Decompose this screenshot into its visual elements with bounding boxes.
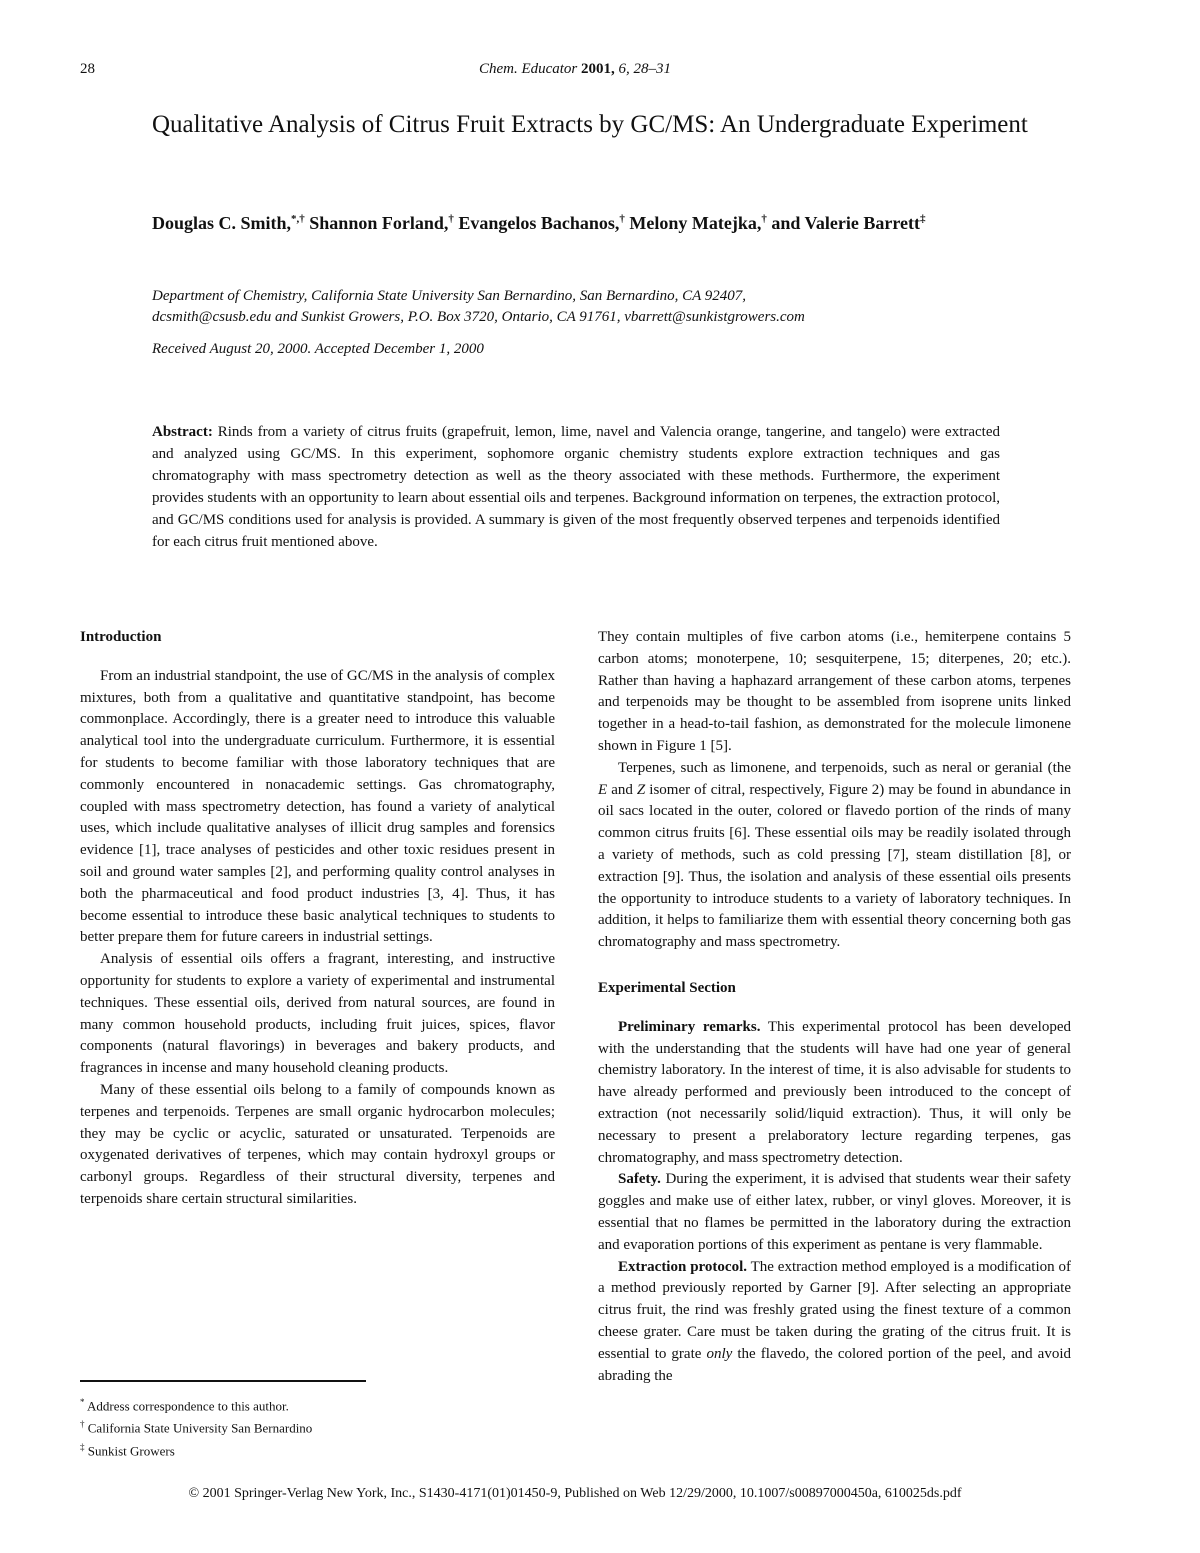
affiliation <box>152 286 1032 328</box>
journal-year: 2001, <box>581 61 615 77</box>
subheading: Safety. <box>618 1171 661 1188</box>
author-mark: † <box>448 213 454 225</box>
author-mark: † <box>761 213 767 225</box>
text-run: the flavedo, the colored portion of the peel, and avoid abrading the <box>598 1345 1071 1384</box>
abstract <box>152 421 1000 553</box>
body-paragraph <box>598 1257 1071 1388</box>
right-column <box>598 627 1071 1387</box>
body-paragraph: From an industrial standpoint, the use of GC/MS in the analysis of complex mixtures, both from a qualitative and quantitative standpoint, has become commonplace. Accordingly, there is a greater need to introduce this valuable analytical tool into the undergraduate curriculum. Furthermore, it is essential for students to become familiar with those laboratory techniques that are commonly encountered in nonacademic settings. Gas chromatography, coupled with mass spectrometry detection, has found a variety of analytical uses, which include qualitative analyses of illicit drug samples and forensics evidence [1], trace analyses of pesticides and other toxic residues present in soil and ground water samples [2], and performing quality control analyses in both the pharmaceutical and food product industries [3, 4]. Thus, it has become essential to introduce these basic analytical techniques to students to better prepare them for future careers in industrial settings. <box>80 667 555 946</box>
copyright-footer: © 2001 Springer-Verlag New York, Inc., S1430-4171(01)01450-9, Published on Web 12/29/2000, 10.1007/s00897000450a, 610025ds.pdf <box>188 1486 962 1501</box>
text-run: The extraction method employed is a modification of a method previously reported by Garner [9]. After selecting an appropriate citrus fruit, the rind was freshly grated using the finest texture of a common cheese grater. Care must be taken during the grating of the citrus fruit. It is essential to grate <box>598 1258 1071 1362</box>
footnote-mark: * <box>80 1397 85 1407</box>
abstract-label: Abstract: <box>152 424 213 440</box>
text-run: isomer of citral, respectively, Figure 2) may be found in abundance in oil sacs located in the outer, colored or flavedo portion of the rinds of many common citrus fruits [6]. These essential oils may be readily isolated through a variety of methods, such as cold pressing [7], steam distillation [8], or extraction [9]. Thus, the isolation and analysis of these essential oils presents the opportunity to introduce students to a variety of laboratory techniques. In addition, it helps to familiarize them with essential theory concerning both gas chromatography and mass spectrometry. <box>598 781 1071 951</box>
author-name: and Valerie Barrett <box>771 213 921 233</box>
author-list <box>152 207 1032 236</box>
paper-title: Qualitative Analysis of Citrus Fruit Extracts by GC/MS: An Undergraduate Experiment <box>152 111 1028 138</box>
footnotes <box>80 1393 550 1460</box>
text-run: and <box>607 781 637 798</box>
author-mark: *,† <box>291 213 305 225</box>
footnote <box>80 1393 550 1415</box>
text-run: During the experiment, it is advised that students wear their safety goggles and make use of either latex, rubber, or vinyl gloves. Moreover, it is essential that no flames be permitted in the laboratory during the extraction and evaporation portions of this experiment as pentane is very flammable. <box>598 1171 1071 1253</box>
section-heading-introduction: Introduction <box>80 629 162 645</box>
text-italic: only <box>706 1345 733 1362</box>
author-name: Shannon Forland, <box>309 213 449 233</box>
abstract-text: Rinds from a variety of citrus fruits (grapefruit, lemon, lime, navel and Valencia orange, tangerine, and tangelo) were extracted and analyzed using GC/MS. In this experiment, sophomore organic chemistry students explore extraction techniques and gas chromatography with mass spectrometry detection as well as the theory associated with these methods. Furthermore, the experiment provides students with an opportunity to learn about essential oils and terpenes. Background information on terpenes, the extraction protocol, and GC/MS conditions used for analysis is provided. A summary is given of the most frequently observed terpenes and terpenoids identified for each citrus fruit mentioned above. <box>152 424 1001 550</box>
left-column <box>80 627 555 1211</box>
affiliation-line: Department of Chemistry, California State University San Bernardino, San Bernardino, CA 92407, <box>152 288 747 304</box>
journal-name: Chem. Educator <box>478 61 578 77</box>
footnote-divider <box>80 1380 366 1382</box>
received-dates: Received August 20, 2000. Accepted December 1, 2000 <box>152 341 484 357</box>
body-paragraph: Analysis of essential oils offers a fragrant, interesting, and instructive opportunity for students to explore a variety of experimental and instrumental techniques. These essential oils, derived from natural sources, are found in many common household products, including fruit juices, spices, flavor components (natural flavorings) in beverages and bakery products, and fragrances in incense and many household cleaning products. <box>80 951 555 1077</box>
footnote-text: California State University San Bernardino <box>87 1420 313 1436</box>
page-number: 28 <box>80 61 95 77</box>
body-paragraph: They contain multiples of five carbon atoms (i.e., hemiterpene contains 5 carbon atoms; monoterpene, 10; sesquiterpene, 15; diterpenes, 20; etc.). Rather than having a haphazard arrangement of these carbon atoms, terpenes and terpenoids may be thought to be assembled from isoprene units linked together in a head-to-tail fashion, as demonstrated for the molecule limonene shown in Figure 1 [5]. <box>598 629 1071 754</box>
author-name: Evangelos Bachanos, <box>458 213 620 233</box>
body-paragraph: Many of these essential oils belong to a family of compounds known as terpenes and terpenoids. Terpenes are small organic hydrocarbon molecules; they may be cyclic or acyclic, saturated or unsaturated. Terpenoids are oxygenated derivatives of terpenes, which may contain hydroxyl groups or carbonyl groups. Regardless of their structural diversity, terpenes and terpenoids share certain structural similarities. <box>80 1081 555 1207</box>
body-paragraph <box>598 758 1071 954</box>
affiliation-line: dcsmith@csusb.edu and Sunkist Growers, P.O. Box 3720, Ontario, CA 91761, vbarrett@sunkistgrowers.com <box>152 309 805 325</box>
footnote-text: Sunkist Growers <box>87 1442 175 1458</box>
body-paragraph <box>598 1169 1071 1256</box>
footnote-text: Address correspondence to this author. <box>87 1398 289 1414</box>
subheading: Preliminary remarks. <box>618 1018 761 1035</box>
text-run: Terpenes, such as limonene, and terpenoids, such as neral or geranial (the <box>618 759 1071 776</box>
subheading: Extraction protocol. <box>618 1258 747 1275</box>
author-name: Melony Matejka, <box>629 213 762 233</box>
author-mark: † <box>619 213 625 225</box>
author-mark: ‡ <box>920 213 926 225</box>
journal-citation <box>0 61 1150 78</box>
footnote-mark: † <box>80 1419 85 1430</box>
author-name: Douglas C. Smith, <box>152 213 292 233</box>
body-paragraph <box>598 1017 1071 1170</box>
footnote <box>80 1438 550 1460</box>
text-run: This experimental protocol has been developed with the understanding that the students will have had one year of general chemistry laboratory. In the interest of time, it is also advisable for students to have already performed and previously been introduced to the concept of extraction (not necessarily solid/liquid extraction). Thus, it will only be necessary to present a prelaboratory lecture regarding terpenes, gas chromatography, and mass spectrometry detection. <box>598 1018 1071 1166</box>
journal-volume-pages: 6, 28–31 <box>618 61 672 77</box>
footnote <box>80 1415 550 1437</box>
text-italic: Z <box>636 781 646 798</box>
footnote-mark: ‡ <box>80 1441 85 1452</box>
text-italic: E <box>598 781 608 798</box>
section-heading-experimental: Experimental Section <box>598 979 736 996</box>
